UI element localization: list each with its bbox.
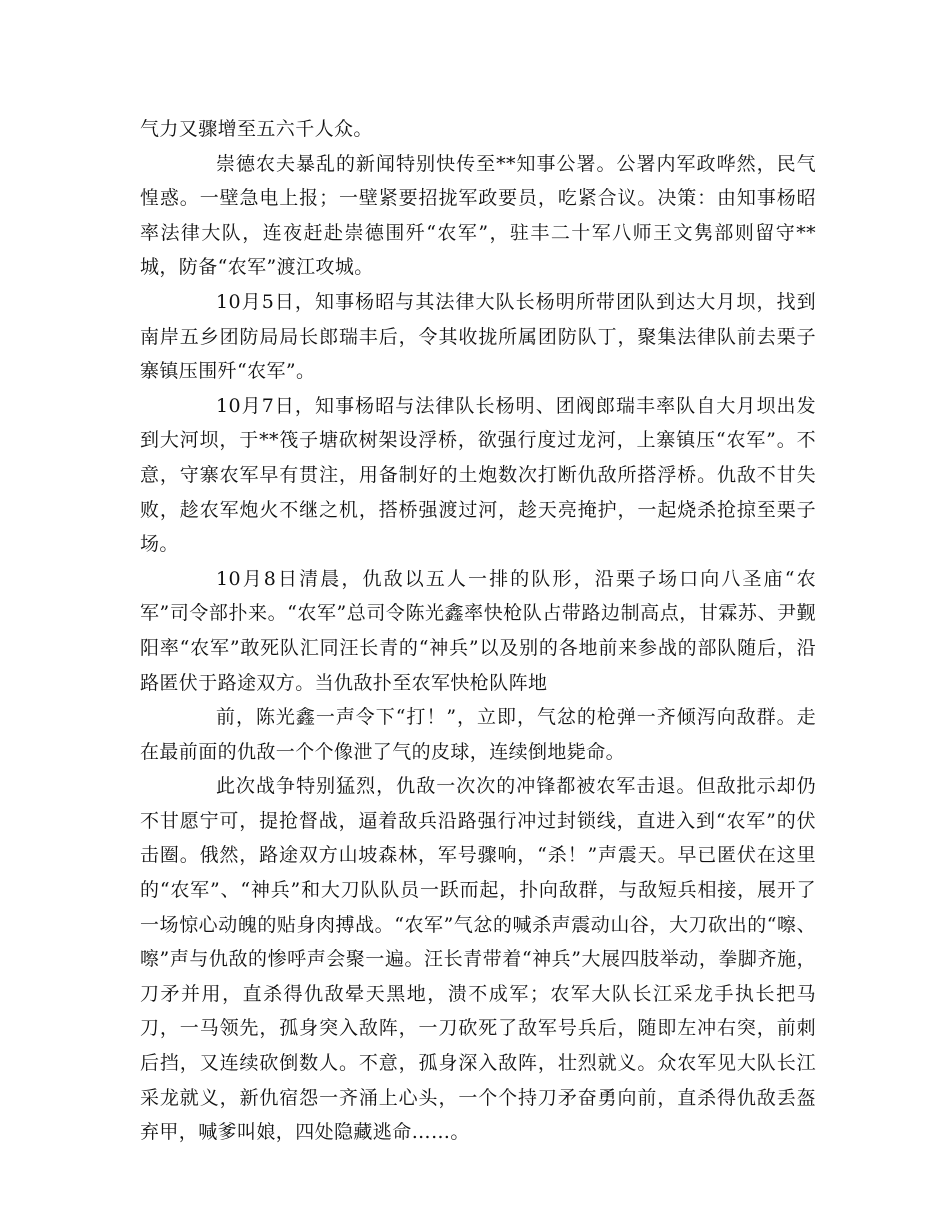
paragraph-oct-7: 10月7日，知事杨昭与法律队长杨明、团阀郎瑞丰率队自大月坝出发到大河坝，于**筏子塘砍树架设浮桥，欲强行度过龙河，上寨镇压“农军”。不意，守寨农军早有贯注，用备制好的土炮数次打断仇敌所搭浮桥。仇敌不甘失败，趁农军炮火不继之机，搭桥强渡过河，趁天亮掩护，一起烧杀抢掠至栗子场。 xyxy=(140,394,816,556)
paragraph-oct-8: 10月8日清晨，仇敌以五人一排的队形，沿栗子场口向八圣庙“农军”司令部扑来。“农军”总司令陈光鑫率快枪队占带路边制高点，甘霖苏、尹觐阳率“农军”敢死队汇同汪长青的“神兵”以及别的各地前来参战的部队随后，沿路匿伏于路途双方。当仇敌扑至农军快枪队阵地 xyxy=(140,567,816,694)
paragraph-open-fire: 前，陈光鑫一声令下“打！”，立即，气忿的枪弹一齐倾泻向敌群。走在最前面的仇敌一个个像泄了气的皮球，连续倒地毙命。 xyxy=(140,706,816,763)
paragraph-continuation: 气力又骤增至五六千人众。 xyxy=(140,118,373,140)
paragraph-news-report: 崇德农夫暴乱的新闻特别快传至**知事公署。公署内军政哗然，民气惶惑。一壁急电上报；一壁紧要招拢军政要员，吃紧合议。决策：由知事杨昭率法律大队，连夜赶赴崇德围歼“农军”，驻丰二十军八师王文隽部则留守**城，防备“农军”渡江攻城。 xyxy=(140,152,816,279)
paragraph-oct-5: 10月5日，知事杨昭与其法律大队长杨明所带团队到达大月坝，找到南岸五乡团防局局长郎瑞丰后，令其收拢所属团防队丁，聚集法律队前去栗子寨镇压围歼“农军”。 xyxy=(140,290,816,383)
document-body xyxy=(140,112,816,1150)
paragraph-battle: 此次战争特别猛烈，仇敌一次次的冲锋都被农军击退。但敌批示却仍不甘愿宁可，提抢督战，逼着敌兵沿路强行冲过封锁线，直进入到“农军”的伏击圈。俄然，路途双方山坡森林，军号骤响，“杀！”声震天。早已匿伏在这里的“农军”、“神兵”和大刀队队员一跃而起，扑向敌群，与敌短兵相接，展开了一场惊心动魄的贴身肉搏战。“农军”气忿的喊杀声震动山谷，大刀砍出的“嚓、嚓”声与仇敌的惨呼声会聚一遍。汪长青带着“神兵”大展四肢举动，拳脚齐施，刀矛并用，直杀得仇敌晕天黑地，溃不成军；农军大队长江采龙手执长把马刀，一马领先，孤身突入敌阵，一刀砍死了敌军号兵后，随即左冲右突，前刺后挡，又连续砍倒数人。不意，孤身深入敌阵，壮烈就义。众农军见大队长江采龙就义，新仇宿怨一齐涌上心头，一个个持刀矛奋勇向前，直杀得仇敌丢盔弃甲，喊爹叫娘，四处隐藏逃命……。 xyxy=(140,775,816,1144)
